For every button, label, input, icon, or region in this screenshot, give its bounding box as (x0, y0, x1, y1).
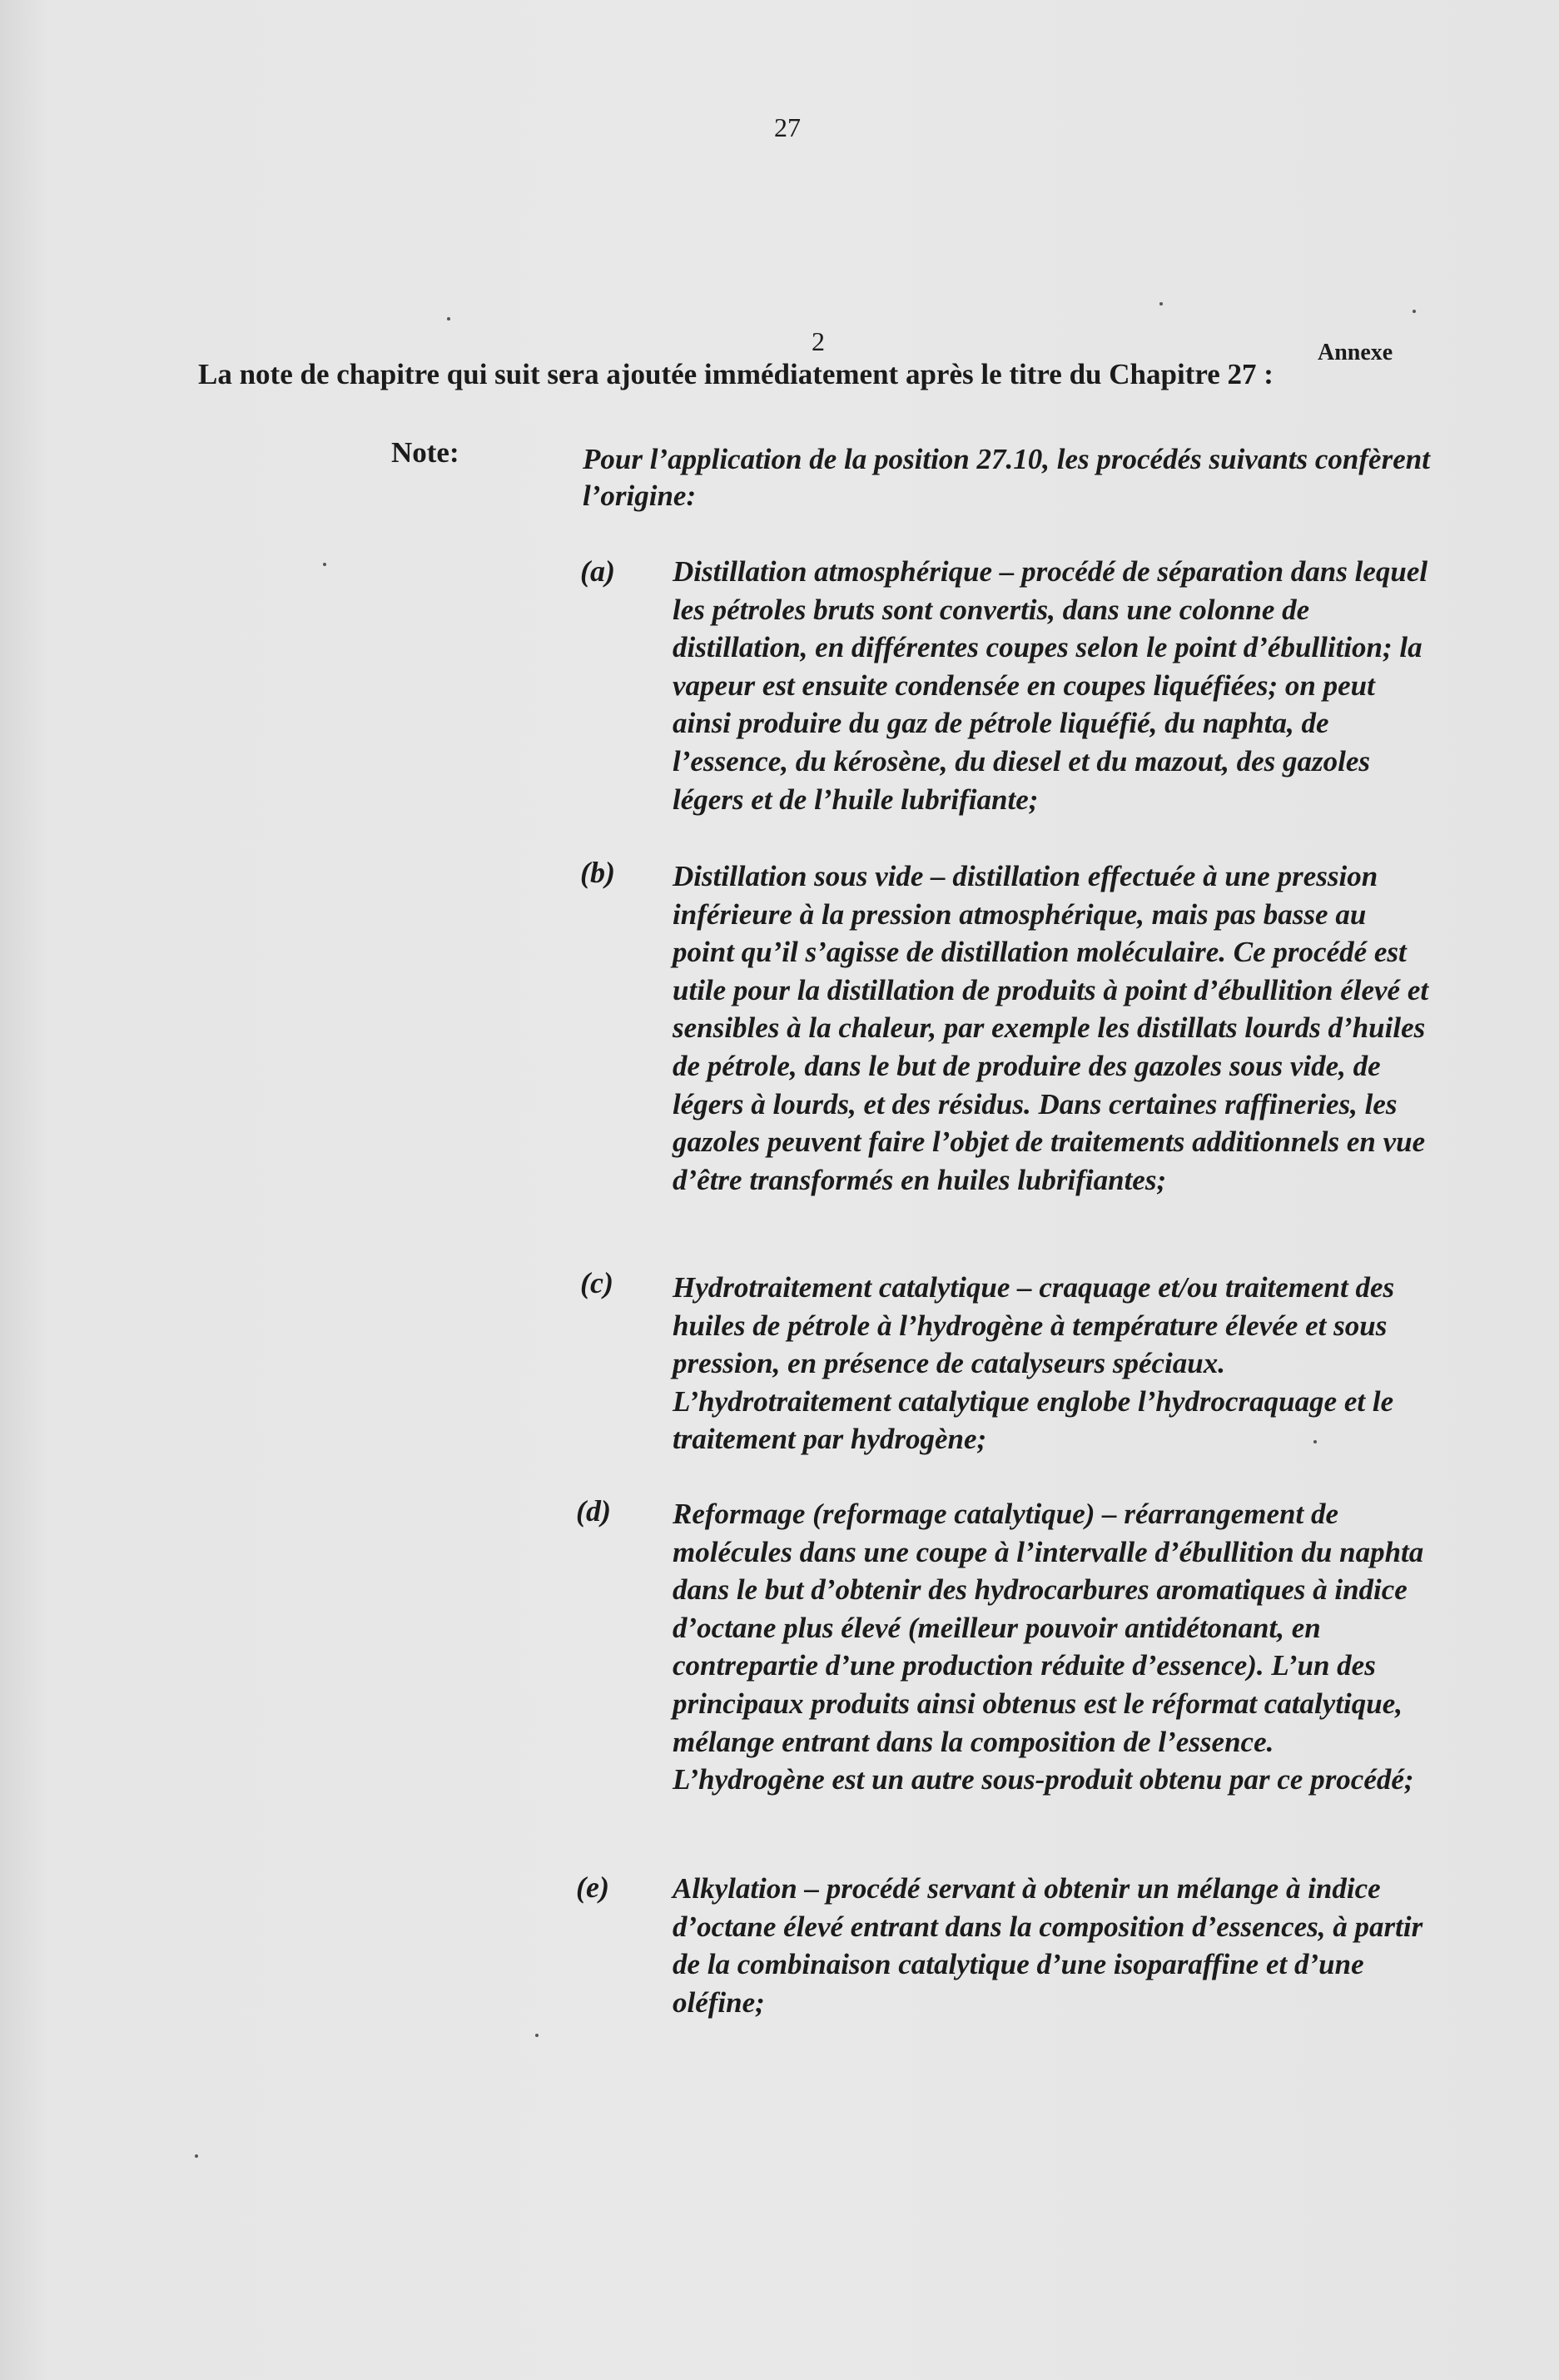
note-label: Note: (391, 436, 459, 469)
scan-speck (1159, 302, 1163, 306)
item-c-label: (c) (580, 1266, 613, 1299)
item-a-text: Distillation atmosphérique – procédé de séparation dans lequel les pétroles bruts sont convertis, dans une colonne de distillation, en différentes coupes selon le point d’ébullition; la vapeur est ensuite condensée en coupes liquéfiées; on peut ainsi produire du gaz de pétrole liquéfié, du naphta, de l’essence, du kérosène, du diesel et du mazout, des gazoles légers et de l’huile lubrifiante; (673, 555, 1428, 816)
item-b-text: Distillation sous vide – distillation effectuée à une pression inférieure à la pression atmosphérique, mais pas basse au point qu’il s’agisse de distillation moléculaire. Ce procédé est utile pour la distillation de produits à point d’ébullition élevé et sensibles à la chaleur, par exemple les distillats lourds d’huiles de pétrole, dans le but de produire des gazoles sous vide, de légers à lourds, et des résidus. Dans certaines raffineries, les gazoles peuvent faire l’objet de traitements additionnels en vue d’être transformés en huiles lubrifiantes; (673, 860, 1429, 1196)
scan-speck (195, 2154, 198, 2158)
scan-speck (535, 2034, 539, 2037)
item-c-text: Hydrotraitement catalytique – craquage et/ou traitement des huiles de pétrole à l’hydrogène à température élevée et sous pression, en présence de catalyseurs spéciaux. L’hydrotraitement catalytique englobe l’hydrocraquage et le traitement par hydrogène; (673, 1271, 1395, 1456)
intro-sentence: La note de chapitre qui suit sera ajoutée immédiatement après le titre du Chapitre 27 : (198, 358, 1274, 390)
scan-speck (447, 317, 450, 320)
item-e-label: (e) (576, 1871, 609, 1904)
note-text: Pour l’application de la position 27.10, les procédés suivants confèrent l’origine: (583, 443, 1430, 512)
annex-label: Annexe (1318, 340, 1393, 365)
item-d-label: (d) (576, 1494, 611, 1528)
page-number: 27 (774, 112, 801, 142)
scan-speck (1313, 1440, 1317, 1443)
item-e-text: Alkylation – procédé servant à obtenir un mélange à indice d’octane élevé entrant dans la composition d’essences, à partir de la combinaison catalytique d’une isoparaffine et d’une oléfine; (673, 1872, 1423, 2019)
sub-page-number: 2 (812, 326, 825, 356)
item-a-label: (a) (580, 554, 615, 588)
scan-speck (1413, 310, 1416, 313)
item-b-label: (b) (580, 856, 615, 889)
item-d-text: Reformage (reformage catalytique) – réarrangement de molécules dans une coupe à l’intervalle d’ébullition du naphta dans le but d’obtenir des hydrocarbures aromatiques à indice d’octane plus élevé (meilleur pouvoir antidétonant, en contrepartie d’une production réduite d’essence). L’un des principaux produits ainsi obtenus est le réformat catalytique, mélange entrant dans la composition de l’essence. L’hydrogène est un autre sous-produit obtenu par ce procédé; (673, 1498, 1424, 1796)
scan-speck (323, 563, 326, 566)
